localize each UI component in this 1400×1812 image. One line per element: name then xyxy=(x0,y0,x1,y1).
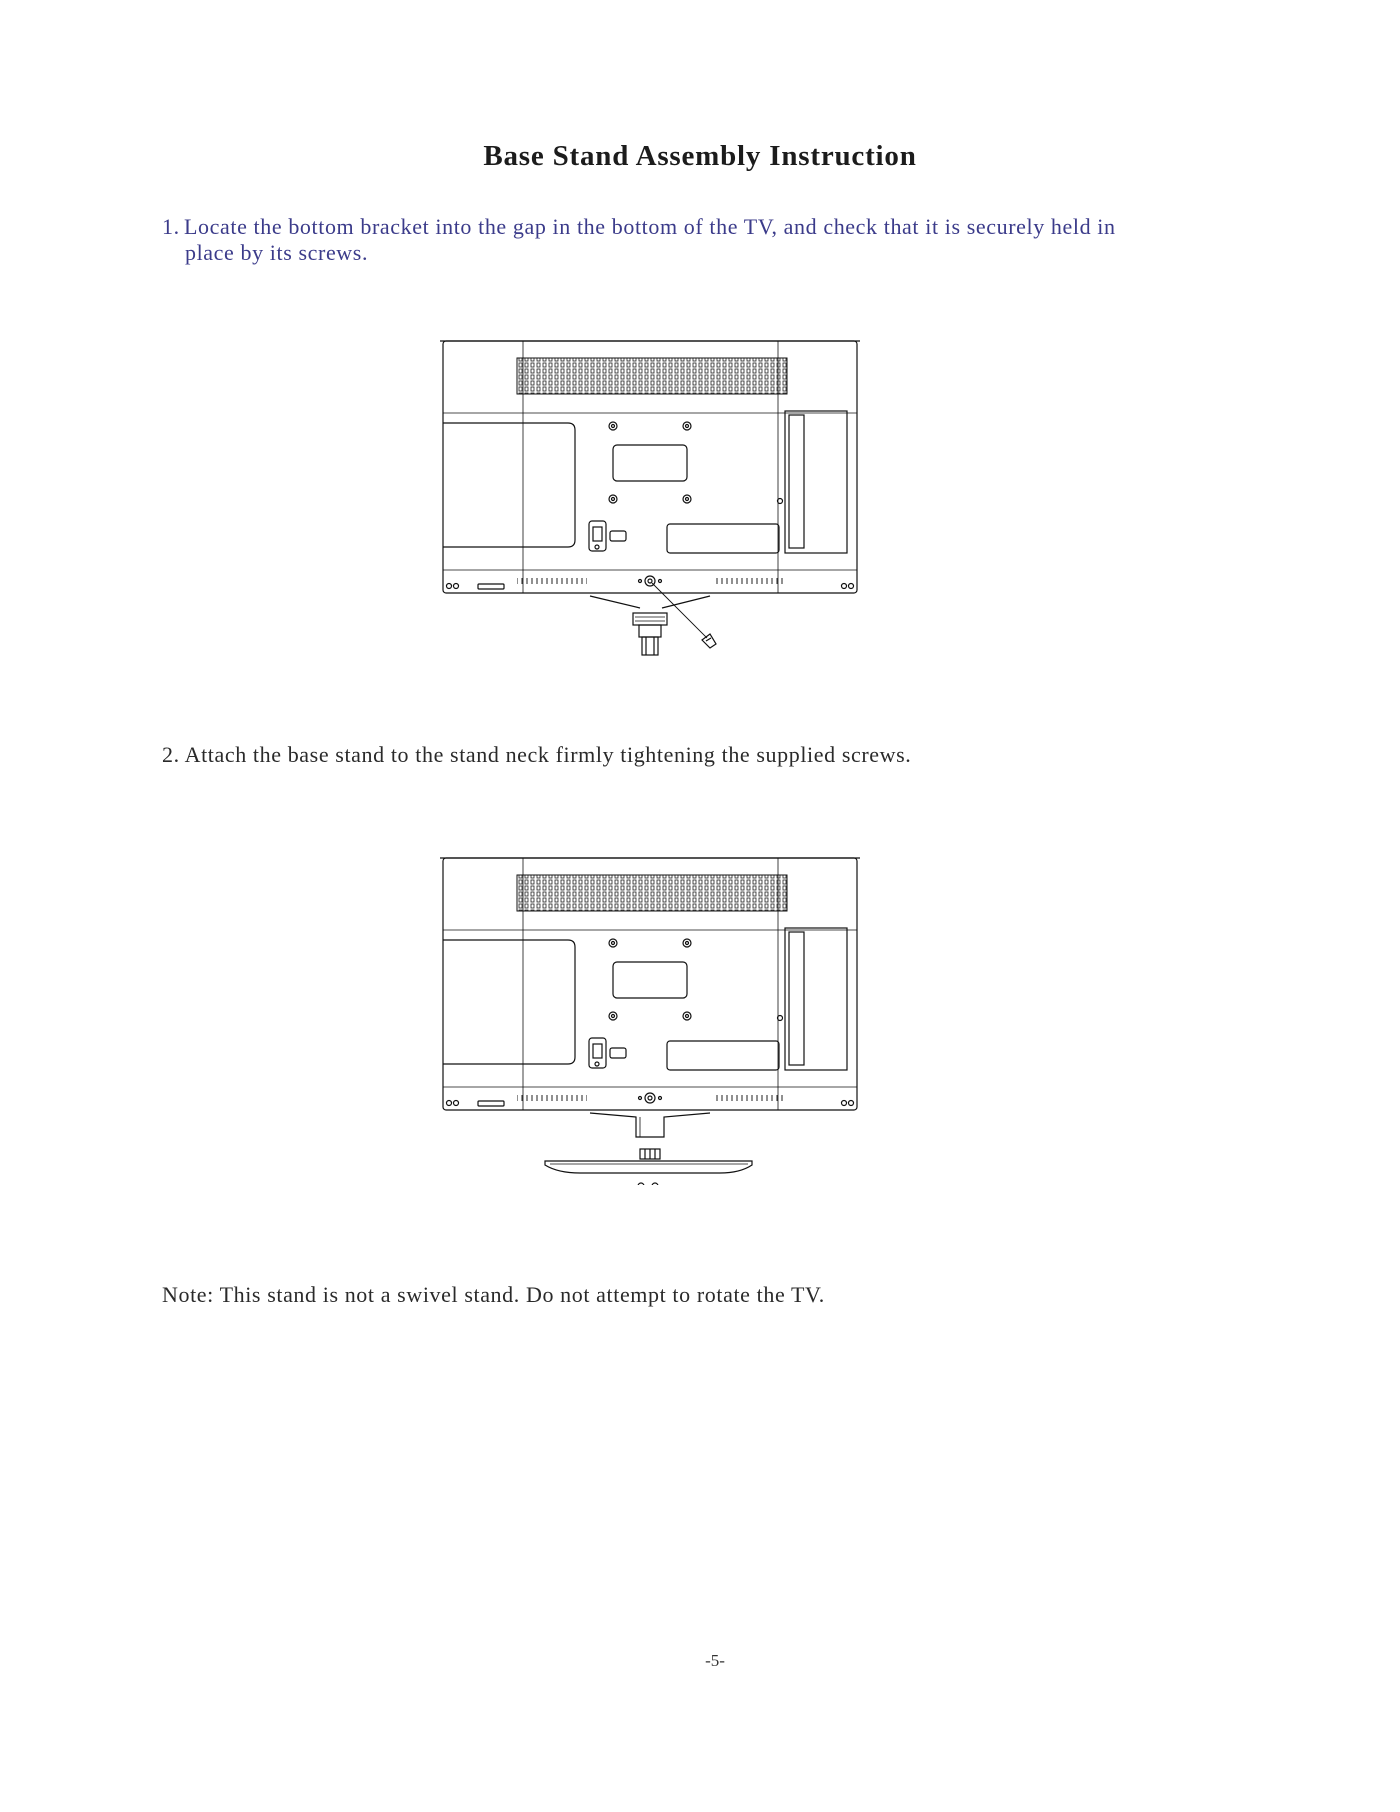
step-1 xyxy=(162,214,1212,266)
figure-tv-rear-stand xyxy=(440,855,860,1185)
step-1-line-2: place by its screws. xyxy=(185,240,369,265)
step-1-line-1: Locate the bottom bracket into the gap in the bottom of the TV, and check that it is securely held in xyxy=(184,214,1116,239)
step-2-number: 2. xyxy=(162,742,180,767)
figure-tv-rear-bracket xyxy=(440,338,860,668)
step-2 xyxy=(162,742,911,768)
note-text: Note: This stand is not a swivel stand. Do not attempt to rotate the TV. xyxy=(162,1282,825,1307)
page-number: -5- xyxy=(705,1651,725,1670)
step-1-number: 1. xyxy=(162,214,180,239)
step-2-text: Attach the base stand to the stand neck firmly tightening the supplied screws. xyxy=(184,742,912,767)
page-title: Base Stand Assembly Instruction xyxy=(483,140,917,172)
